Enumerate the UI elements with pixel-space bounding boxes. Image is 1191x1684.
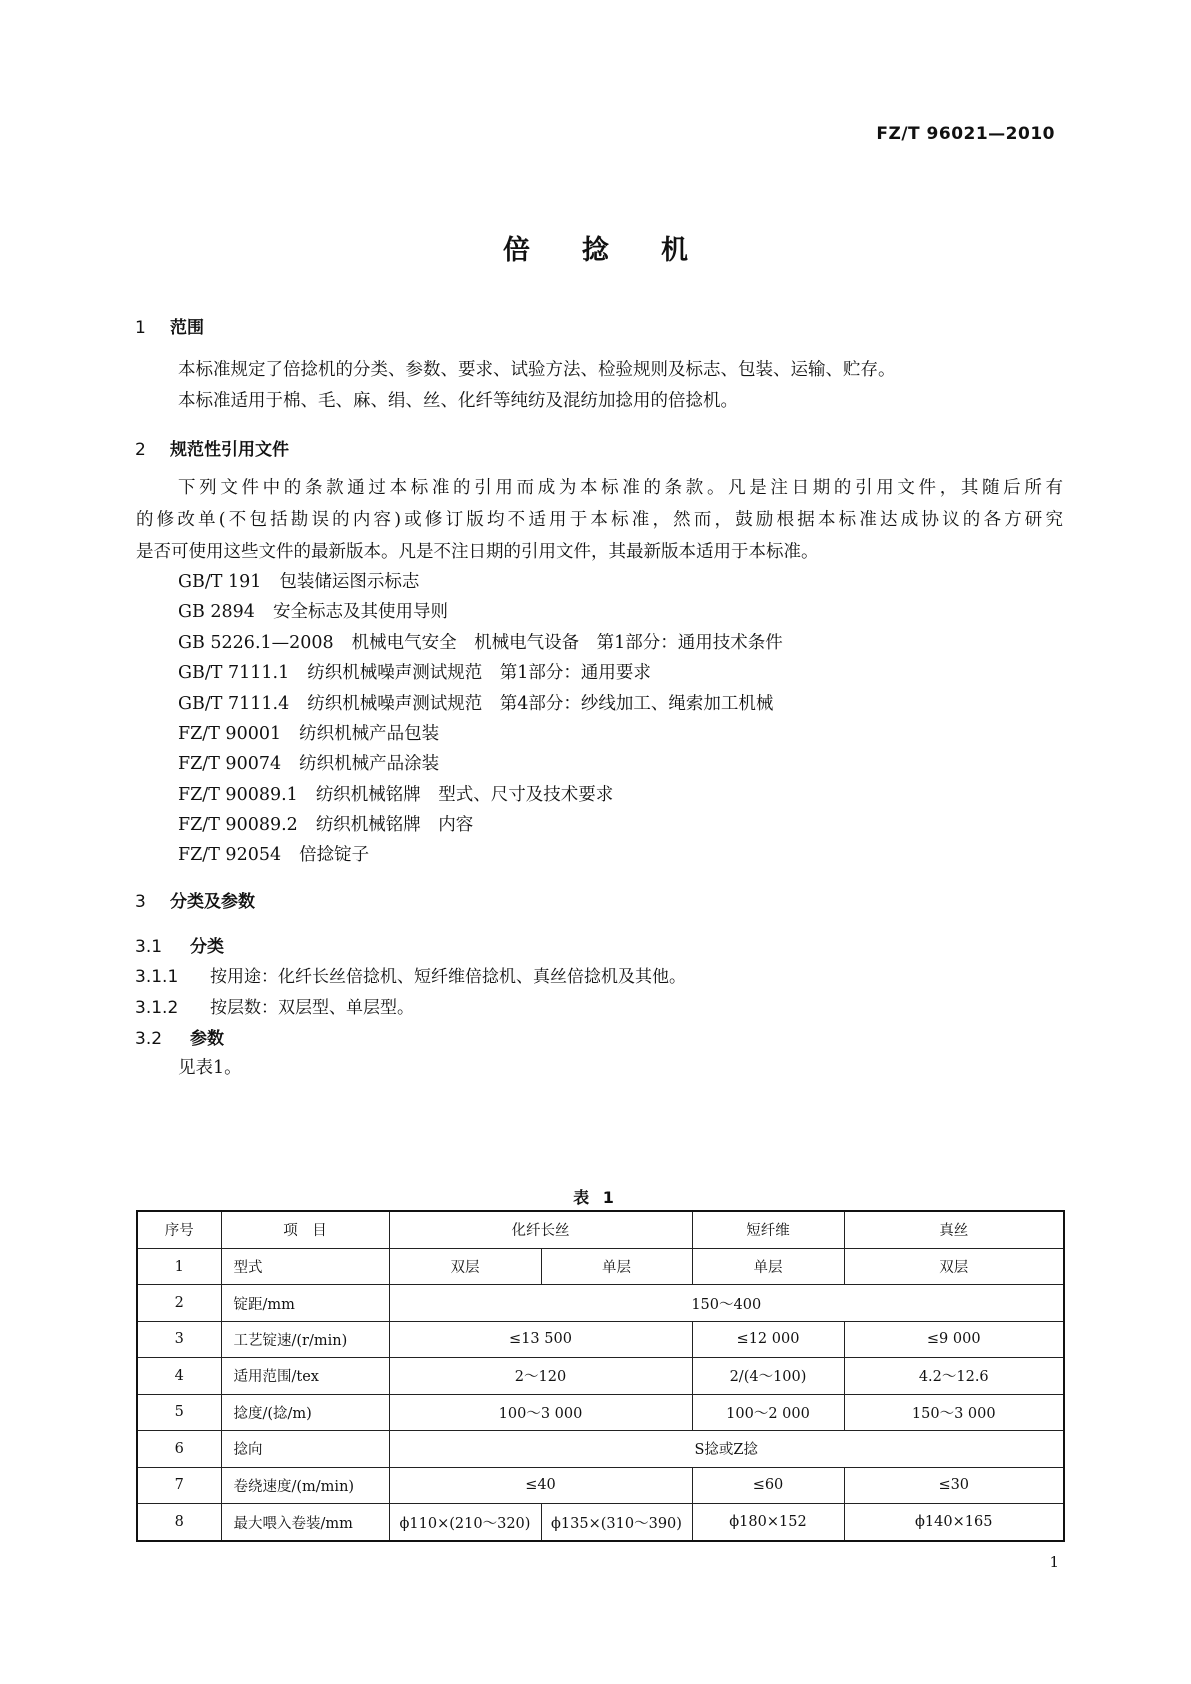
clause-3-1-1 [135,962,686,987]
table-cell: ≤30 [844,1467,1064,1503]
reference-code: FZ/T 90001 [178,724,282,744]
reference-item [178,659,651,684]
table-cell: 双层 [844,1248,1064,1284]
table-cell: ≤60 [692,1467,844,1503]
table-row [137,1248,1064,1284]
paragraph-line: 的修改单(不包括勘误的内容)或修订版均不适用于本标准，然而，鼓励根据本标准达成协议的各方研究 [136,510,1063,530]
table-cell: ≤12 000 [692,1321,844,1357]
paragraph-line: 下列文件中的条款通过本标准的引用而成为本标准的条款。凡是注日期的引用文件，其随后所有 [178,478,1063,498]
section-3-heading [135,887,255,912]
table-cell: 150～3 000 [844,1394,1064,1430]
section-title: 分类及参数 [170,892,255,912]
reference-title: 纺织机械噪声测试规范 第1部分：通用要求 [307,663,651,683]
row-number: 7 [137,1467,221,1503]
document-code: FZ/T 96021—2010 [876,124,1055,144]
row-number: 8 [137,1504,221,1541]
page-number: 1 [1049,1553,1059,1571]
table-cell: ϕ110×(210～320) [389,1504,541,1541]
reference-title: 纺织机械产品包装 [299,724,440,744]
reference-code: GB 5226.1—2008 [178,633,334,653]
reference-title: 纺织机械铭牌 型式、尺寸及技术要求 [315,785,614,805]
section-number: 3 [135,892,146,912]
subsection-3-1-heading [135,932,224,957]
section-title: 规范性引用文件 [170,440,289,460]
section-1-heading [135,313,204,338]
row-item: 锭距/mm [221,1285,389,1321]
table-cell: ϕ140×165 [844,1504,1064,1541]
table-row [137,1358,1064,1394]
reference-code: FZ/T 90074 [178,754,282,774]
table-row [137,1394,1064,1430]
see-table-note: 见表1。 [178,1058,242,1078]
row-item: 最大喂入卷装/mm [221,1504,389,1541]
reference-title: 纺织机械噪声测试规范 第4部分：纱线加工、绳索加工机械 [307,694,774,714]
table-cell: 双层 [389,1248,541,1284]
clause-number: 3.1.1 [135,967,179,987]
table-cell: ≤40 [389,1467,692,1503]
reference-code: GB/T 7111.4 [178,694,290,714]
table-cell: 单层 [541,1248,692,1284]
parameter-table [136,1210,1065,1542]
table-row [137,1285,1064,1321]
reference-item [178,750,439,775]
reference-code: GB/T 7111.1 [178,663,290,683]
reference-code: FZ/T 90089.1 [178,785,298,805]
reference-item [178,781,613,806]
row-item: 捻向 [221,1431,389,1467]
row-item: 型式 [221,1248,389,1284]
row-number: 4 [137,1358,221,1394]
table-caption: 表 1 [573,1188,618,1207]
table-cell: 100～3 000 [389,1394,692,1430]
table-cell: 2～120 [389,1358,692,1394]
table-row [137,1504,1064,1541]
row-item: 工艺锭速/(r/min) [221,1321,389,1357]
table-header-row [137,1211,1064,1248]
table-row [137,1467,1064,1503]
section-number: 2 [135,440,146,460]
paragraph [136,472,1063,568]
section-title: 范围 [170,318,204,338]
section-title: 参数 [190,1029,224,1049]
reference-item [178,598,448,623]
clause-3-1-2 [135,993,414,1018]
reference-item [178,720,439,745]
row-number: 2 [137,1285,221,1321]
row-number: 3 [137,1321,221,1357]
section-number: 3.2 [135,1029,163,1049]
header-cell: 项 目 [221,1211,389,1248]
table-cell: S捻或Z捻 [389,1431,1064,1467]
row-item: 卷绕速度/(m/min) [221,1467,389,1503]
table-cell: 2/(4～100) [692,1358,844,1394]
reference-item [178,811,473,836]
row-item: 捻度/(捻/m) [221,1394,389,1430]
reference-title: 纺织机械产品涂装 [299,754,440,774]
table-row [137,1321,1064,1357]
paragraph: 本标准适用于棉、毛、麻、绢、丝、化纤等纯纺及混纺加捻用的倍捻机。 [178,391,738,411]
header-cell: 短纤维 [692,1211,844,1248]
reference-item [178,841,369,866]
row-number: 6 [137,1431,221,1467]
reference-item [178,568,419,593]
subsection-3-2-heading [135,1024,224,1049]
header-cell: 化纤长丝 [389,1211,692,1248]
reference-title: 包装储运图示标志 [279,572,420,592]
clause-text: 按用途：化纤长丝倍捻机、短纤维倍捻机、真丝倍捻机及其他。 [210,967,686,987]
table-cell: ≤13 500 [389,1321,692,1357]
paragraph-line: 是否可使用这些文件的最新版本。凡是不注日期的引用文件，其最新版本适用于本标准。 [136,542,819,562]
row-number: 1 [137,1248,221,1284]
row-number: 5 [137,1394,221,1430]
table-cell: 4.2～12.6 [844,1358,1064,1394]
reference-title: 机械电气安全 机械电气设备 第1部分：通用技术条件 [351,633,783,653]
reference-code: FZ/T 90089.2 [178,815,298,835]
table-cell: 单层 [692,1248,844,1284]
table-cell: ϕ180×152 [692,1504,844,1541]
table-row [137,1431,1064,1467]
section-number: 1 [135,318,146,338]
header-cell: 序号 [137,1211,221,1248]
header-cell: 真丝 [844,1211,1064,1248]
reference-code: GB 2894 [178,602,255,622]
reference-code: GB/T 191 [178,572,262,592]
reference-title: 纺织机械铭牌 内容 [315,815,474,835]
reference-title: 安全标志及其使用导则 [272,602,448,622]
table-cell: 100～2 000 [692,1394,844,1430]
reference-item [178,629,783,654]
table-cell: ϕ135×(310～390) [541,1504,692,1541]
section-2-heading [135,435,289,460]
document-title: 倍捻机 [503,235,740,266]
section-number: 3.1 [135,937,163,957]
section-title: 分类 [190,937,224,957]
reference-title: 倍捻锭子 [299,845,370,865]
row-item: 适用范围/tex [221,1358,389,1394]
paragraph: 本标准规定了倍捻机的分类、参数、要求、试验方法、检验规则及标志、包装、运输、贮存。 [178,360,896,380]
table-cell: 150～400 [389,1285,1064,1321]
clause-number: 3.1.2 [135,998,179,1018]
reference-item [178,690,773,715]
clause-text: 按层数：双层型、单层型。 [210,998,414,1018]
reference-code: FZ/T 92054 [178,845,282,865]
table-cell: ≤9 000 [844,1321,1064,1357]
